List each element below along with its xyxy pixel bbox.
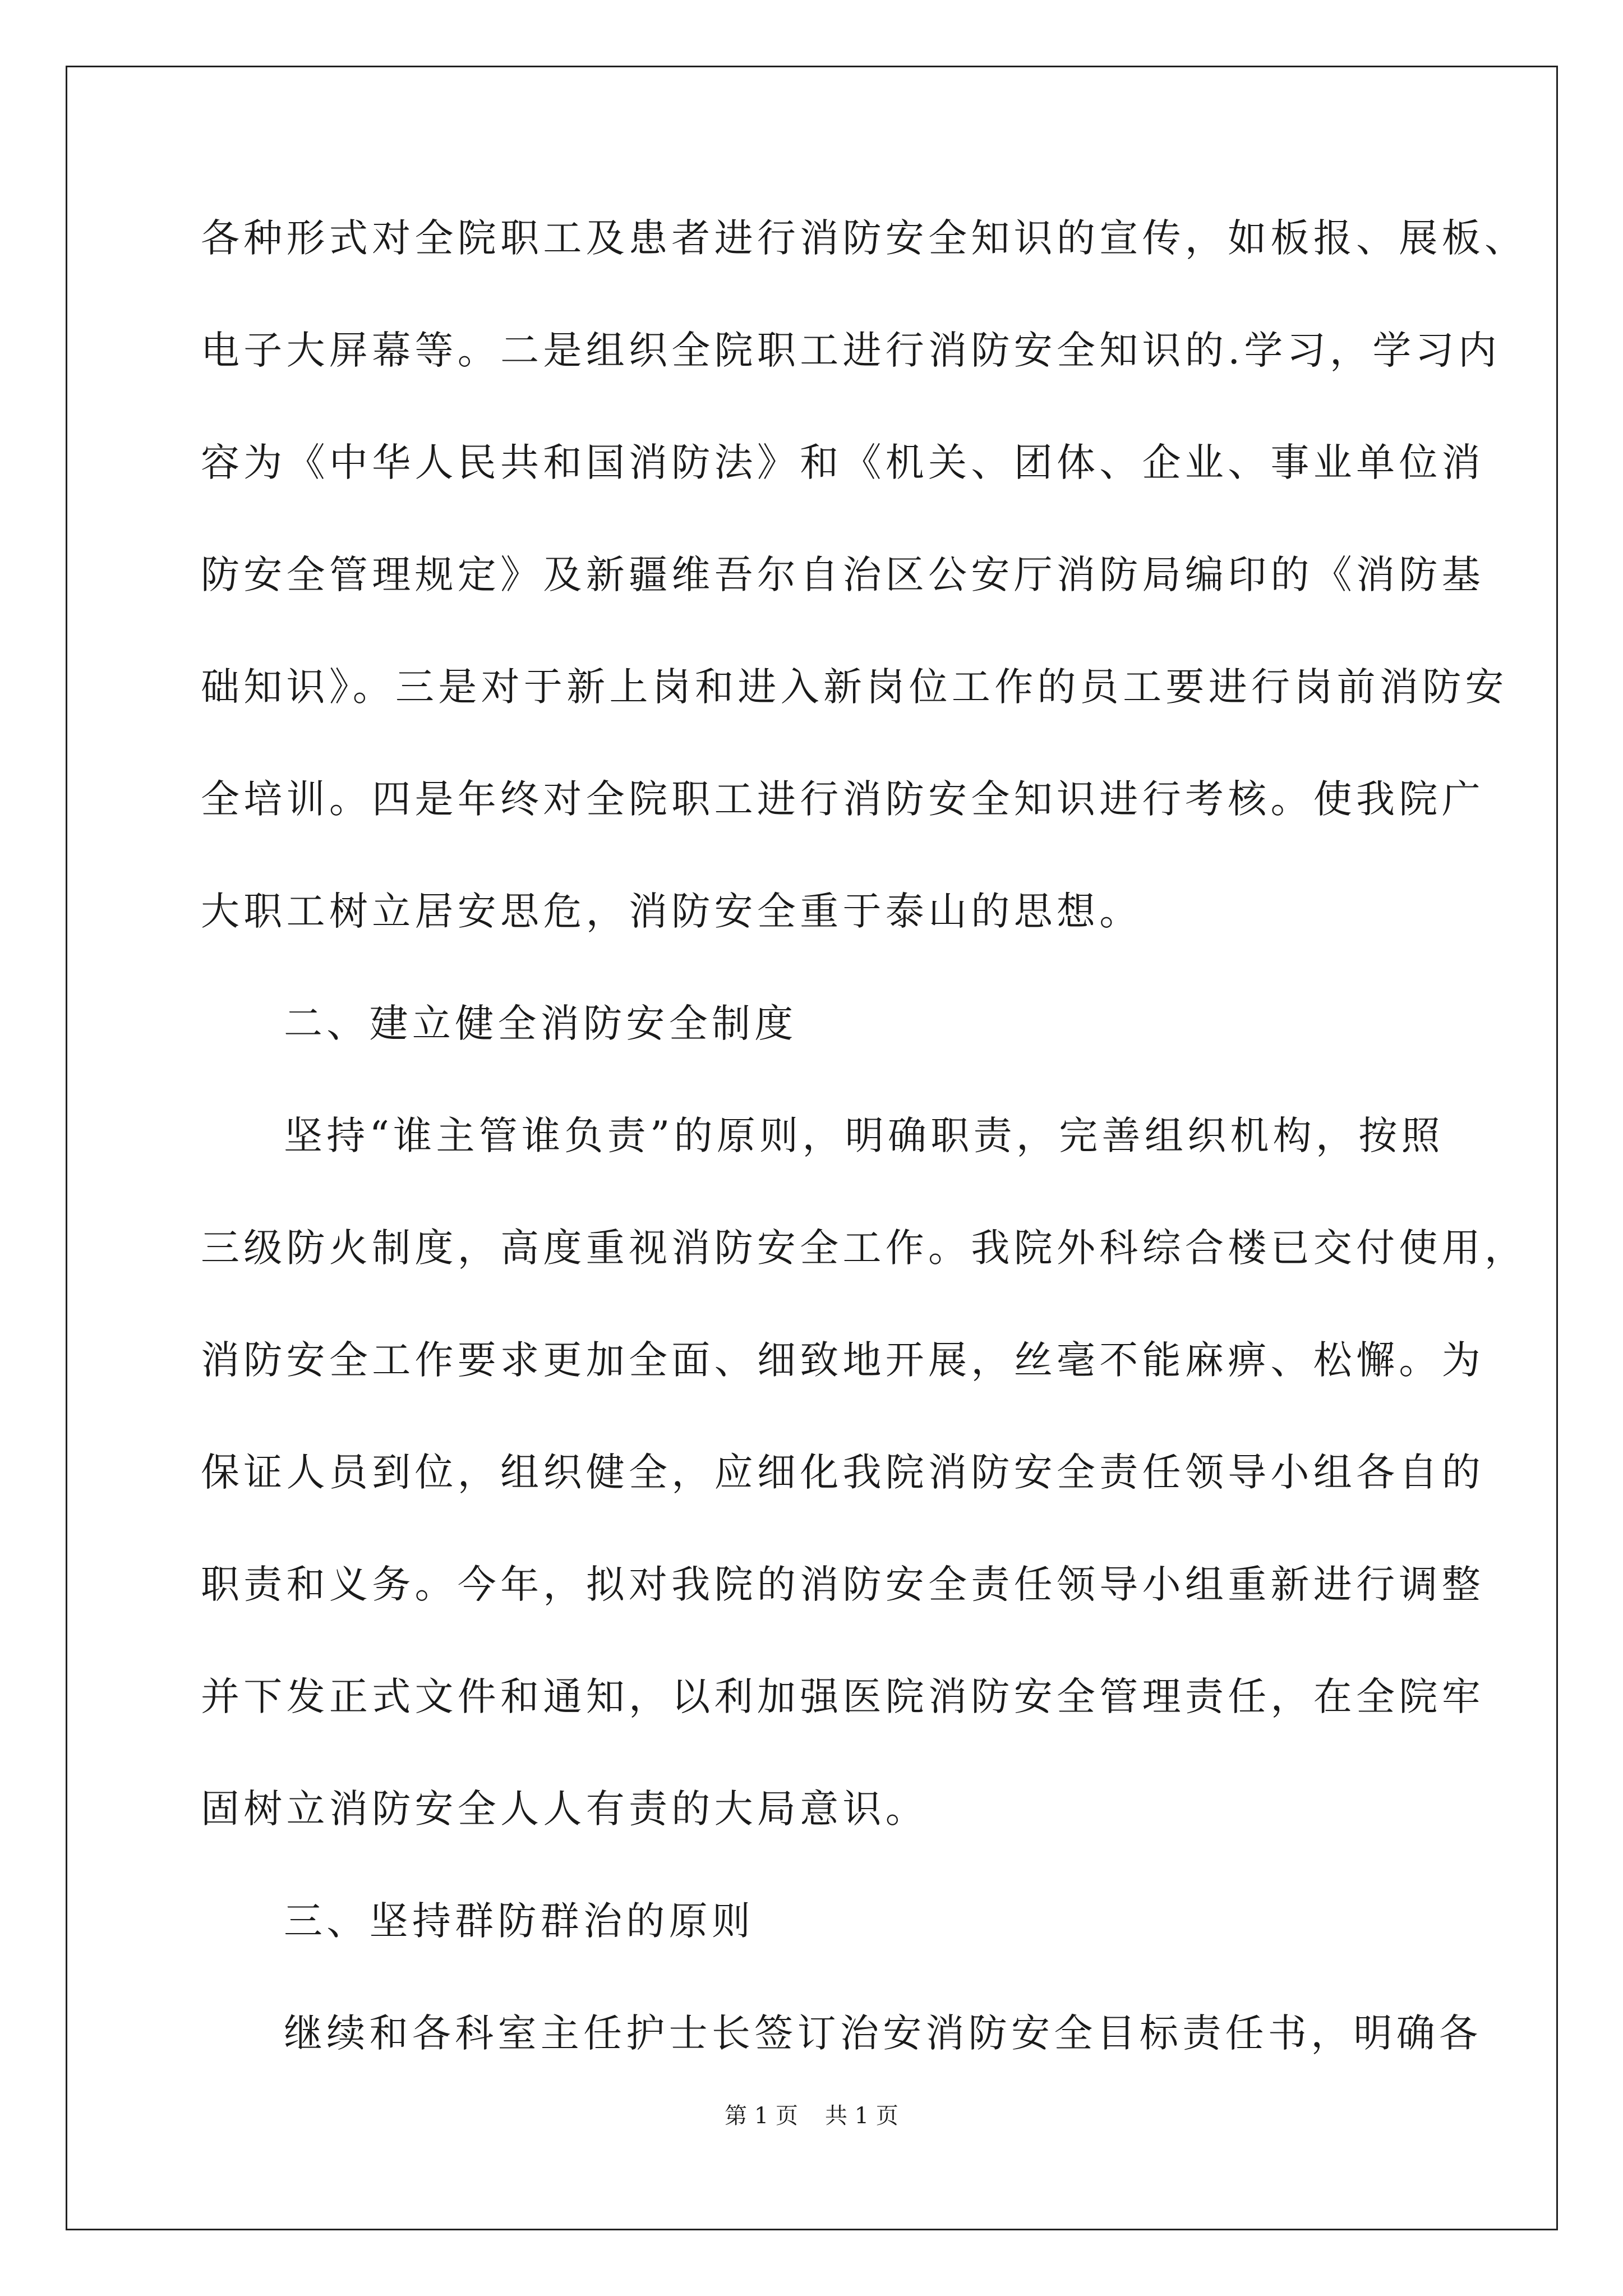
paragraph-line: 各种形式对全院职工及患者进行消防安全知识的宣传，如板报、展板、 [201, 216, 1528, 261]
paragraph-line: 三级防火制度，高度重视消防安全工作。我院外科综合楼已交付使用， [201, 1226, 1528, 1271]
paragraph-line: 并下发正式文件和通知，以利加强医院消防安全管理责任，在全院牢 [201, 1674, 1484, 1719]
paragraph-line: 防安全管理规定》及新疆维吾尔自治区公安厅消防局编印的《消防基 [201, 553, 1484, 597]
paragraph-line: 容为《中华人民共和国消防法》和《机关、团体、企业、事业单位消 [201, 440, 1484, 485]
page-number: 第 1 页 [725, 2103, 798, 2129]
paragraph-line: 础知识》。三是对于新上岗和进入新岗位工作的员工要进行岗前消防安 [201, 665, 1508, 710]
paragraph-line: 消防安全工作要求更加全面、细致地开展，丝毫不能麻痹、松懈。为 [201, 1338, 1484, 1383]
paragraph-line: 全培训。四是年终对全院职工进行消防安全知识进行考核。使我院广 [201, 777, 1484, 822]
paragraph-line: 固树立消防安全人人有责的大局意识。 [201, 1787, 929, 1832]
paragraph-line: 继续和各科室主任护士长签订治安消防安全目标责任书，明确各 [284, 2011, 1482, 2056]
paragraph-line: 保证人员到位，组织健全，应细化我院消防安全责任领导小组各自的 [201, 1450, 1484, 1495]
page-footer [0, 2099, 1623, 2133]
paragraph-line: 电子大屏幕等。二是组织全院职工进行消防安全知识的.学习，学习内 [201, 328, 1501, 373]
paragraph-line: 职责和义务。今年，拟对我院的消防安全责任领导小组重新进行调整 [201, 1562, 1484, 1607]
section-heading: 三、坚持群防群治的原则 [284, 1899, 755, 1944]
paragraph-line: 坚持“谁主管谁负责”的原则，明确职责，完善组织机构，按照 [284, 1114, 1444, 1158]
paragraph-line: 大职工树立居安思危，消防安全重于泰山的思想。 [201, 889, 1142, 934]
page-total: 共 1 页 [825, 2103, 898, 2129]
section-heading: 二、建立健全消防安全制度 [284, 1001, 797, 1046]
